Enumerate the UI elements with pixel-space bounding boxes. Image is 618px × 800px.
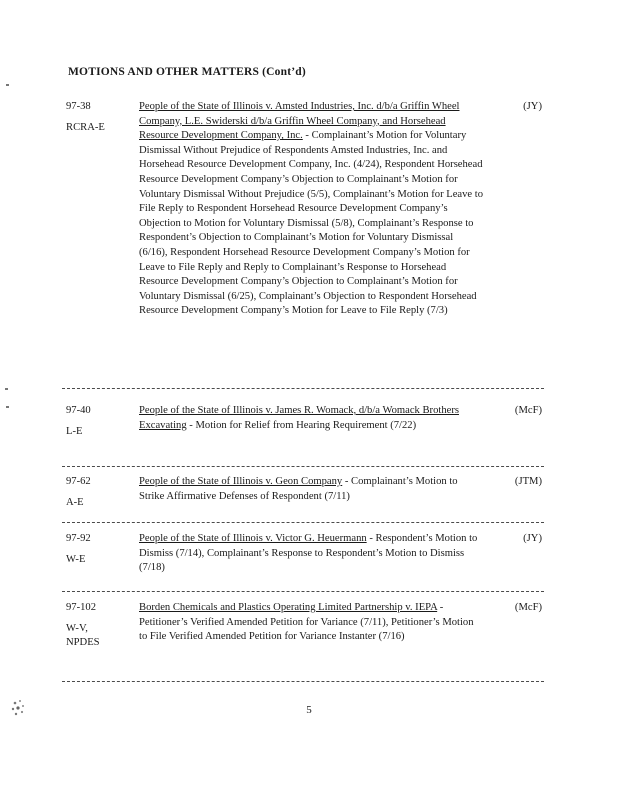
case-type-code: RCRA-E [66, 121, 105, 133]
case-title: People of the State of Illinois v. Amsted Industries, Inc. d/b/a Griffin Wheel Company, L.E. Swiderski d/b/a Griffin Wheel Company, and Horsehead Resource Development Company, Inc. [139, 101, 460, 142]
entry-body [139, 475, 484, 504]
entry-divider [62, 681, 544, 682]
entry-body [139, 601, 484, 645]
judge-initials: (JTM) [514, 476, 542, 487]
docket-column [66, 475, 136, 510]
section-heading: MOTIONS AND OTHER MATTERS (Cont’d) [68, 66, 306, 78]
entry-body [139, 404, 484, 433]
docket-column [66, 100, 136, 135]
docket-entry [0, 532, 618, 576]
docket-column [66, 532, 136, 567]
docket-column [66, 404, 136, 439]
case-title: Borden Chemicals and Plastics Operating Limited Partnership v. IEPA [139, 602, 438, 613]
docket-entry [0, 601, 618, 667]
case-type-code: W-V, NPDES [66, 622, 100, 649]
docket-entry [0, 100, 618, 382]
entry-divider [62, 466, 544, 467]
entry-description: - Petitioner’s Verified Amended Petition for Variance (7/11), Petitioner’s Motion to File Verified Amended Petition for Variance Instanter (7/16) [139, 602, 474, 643]
entry-description: - Motion for Relief from Hearing Requirement (7/22) [186, 419, 417, 431]
docket-column [66, 601, 136, 651]
entry-divider [62, 591, 544, 592]
page-number: 5 [306, 704, 312, 716]
scan-mark [5, 388, 8, 390]
scan-smudge [8, 697, 30, 719]
entry-body [139, 532, 484, 576]
docket-number: 97-62 [66, 476, 91, 487]
docket-entry [0, 404, 618, 456]
judge-initials: (JY) [523, 101, 542, 112]
case-title: People of the State of Illinois v. Victor G. Heuermann [139, 533, 367, 544]
docket-number: 97-92 [66, 533, 91, 544]
entry-divider [62, 522, 544, 523]
judge-initials: (McF) [514, 602, 542, 613]
docket-entry [0, 475, 618, 513]
case-title: People of the State of Illinois v. Geon Company [139, 476, 343, 487]
case-title: People of the State of Illinois v. James R. Womack, d/b/a Womack Brothers Excavating [139, 405, 459, 431]
judge-initials: (JY) [523, 533, 542, 544]
entry-description: - Complainant’s Motion for Voluntary Dismissal Without Prejudice of Respondents Amsted Industries, Inc. and Horsehead Resource Development Company, Inc. (4/24), Respondent Horsehead Resource Development Company’s Objection to Complainant’s Motion for Voluntary Dismissal Without Prejudice (5/5), Complainant’s Motion for Leave to File Reply to Respondent Horsehead Resource Development Company’s Objection to Motion for Voluntary Dismissal (5/8), Complainant’s Response to Respondent’s Objection to Complainant’s Motion for Voluntary Dismissal (6/16), Respondent Horsehead Resource Development Company’s Motion for Leave to File Reply and Reply to Complainant’s Response to Horsehead Resource Development Company’s Objection to Complainant’s Motion for Voluntary Dismissal (6/25), Complainant’s Objection to Respondent Horsehead Resource Development Company’s Motion for Leave to File Reply (7/3) [139, 130, 484, 317]
scan-mark [6, 84, 9, 86]
entry-description: - Respondent’s Motion to Dismiss (7/14), Complainant’s Response to Respondent’s Motion to Dismiss (7/18) [139, 533, 478, 574]
judge-initials: (McF) [514, 405, 542, 416]
entry-divider [62, 388, 544, 389]
case-type-code: W-E [66, 553, 86, 565]
docket-number: 97-102 [66, 602, 97, 613]
case-type-code: A-E [66, 496, 84, 508]
entry-body [139, 100, 484, 319]
docket-number: 97-40 [66, 405, 91, 416]
docket-number: 97-38 [66, 101, 91, 112]
scan-mark [6, 406, 9, 408]
case-type-code: L-E [66, 425, 83, 437]
entry-description: - Complainant’s Motion to Strike Affirmative Defenses of Respondent (7/11) [139, 476, 458, 502]
